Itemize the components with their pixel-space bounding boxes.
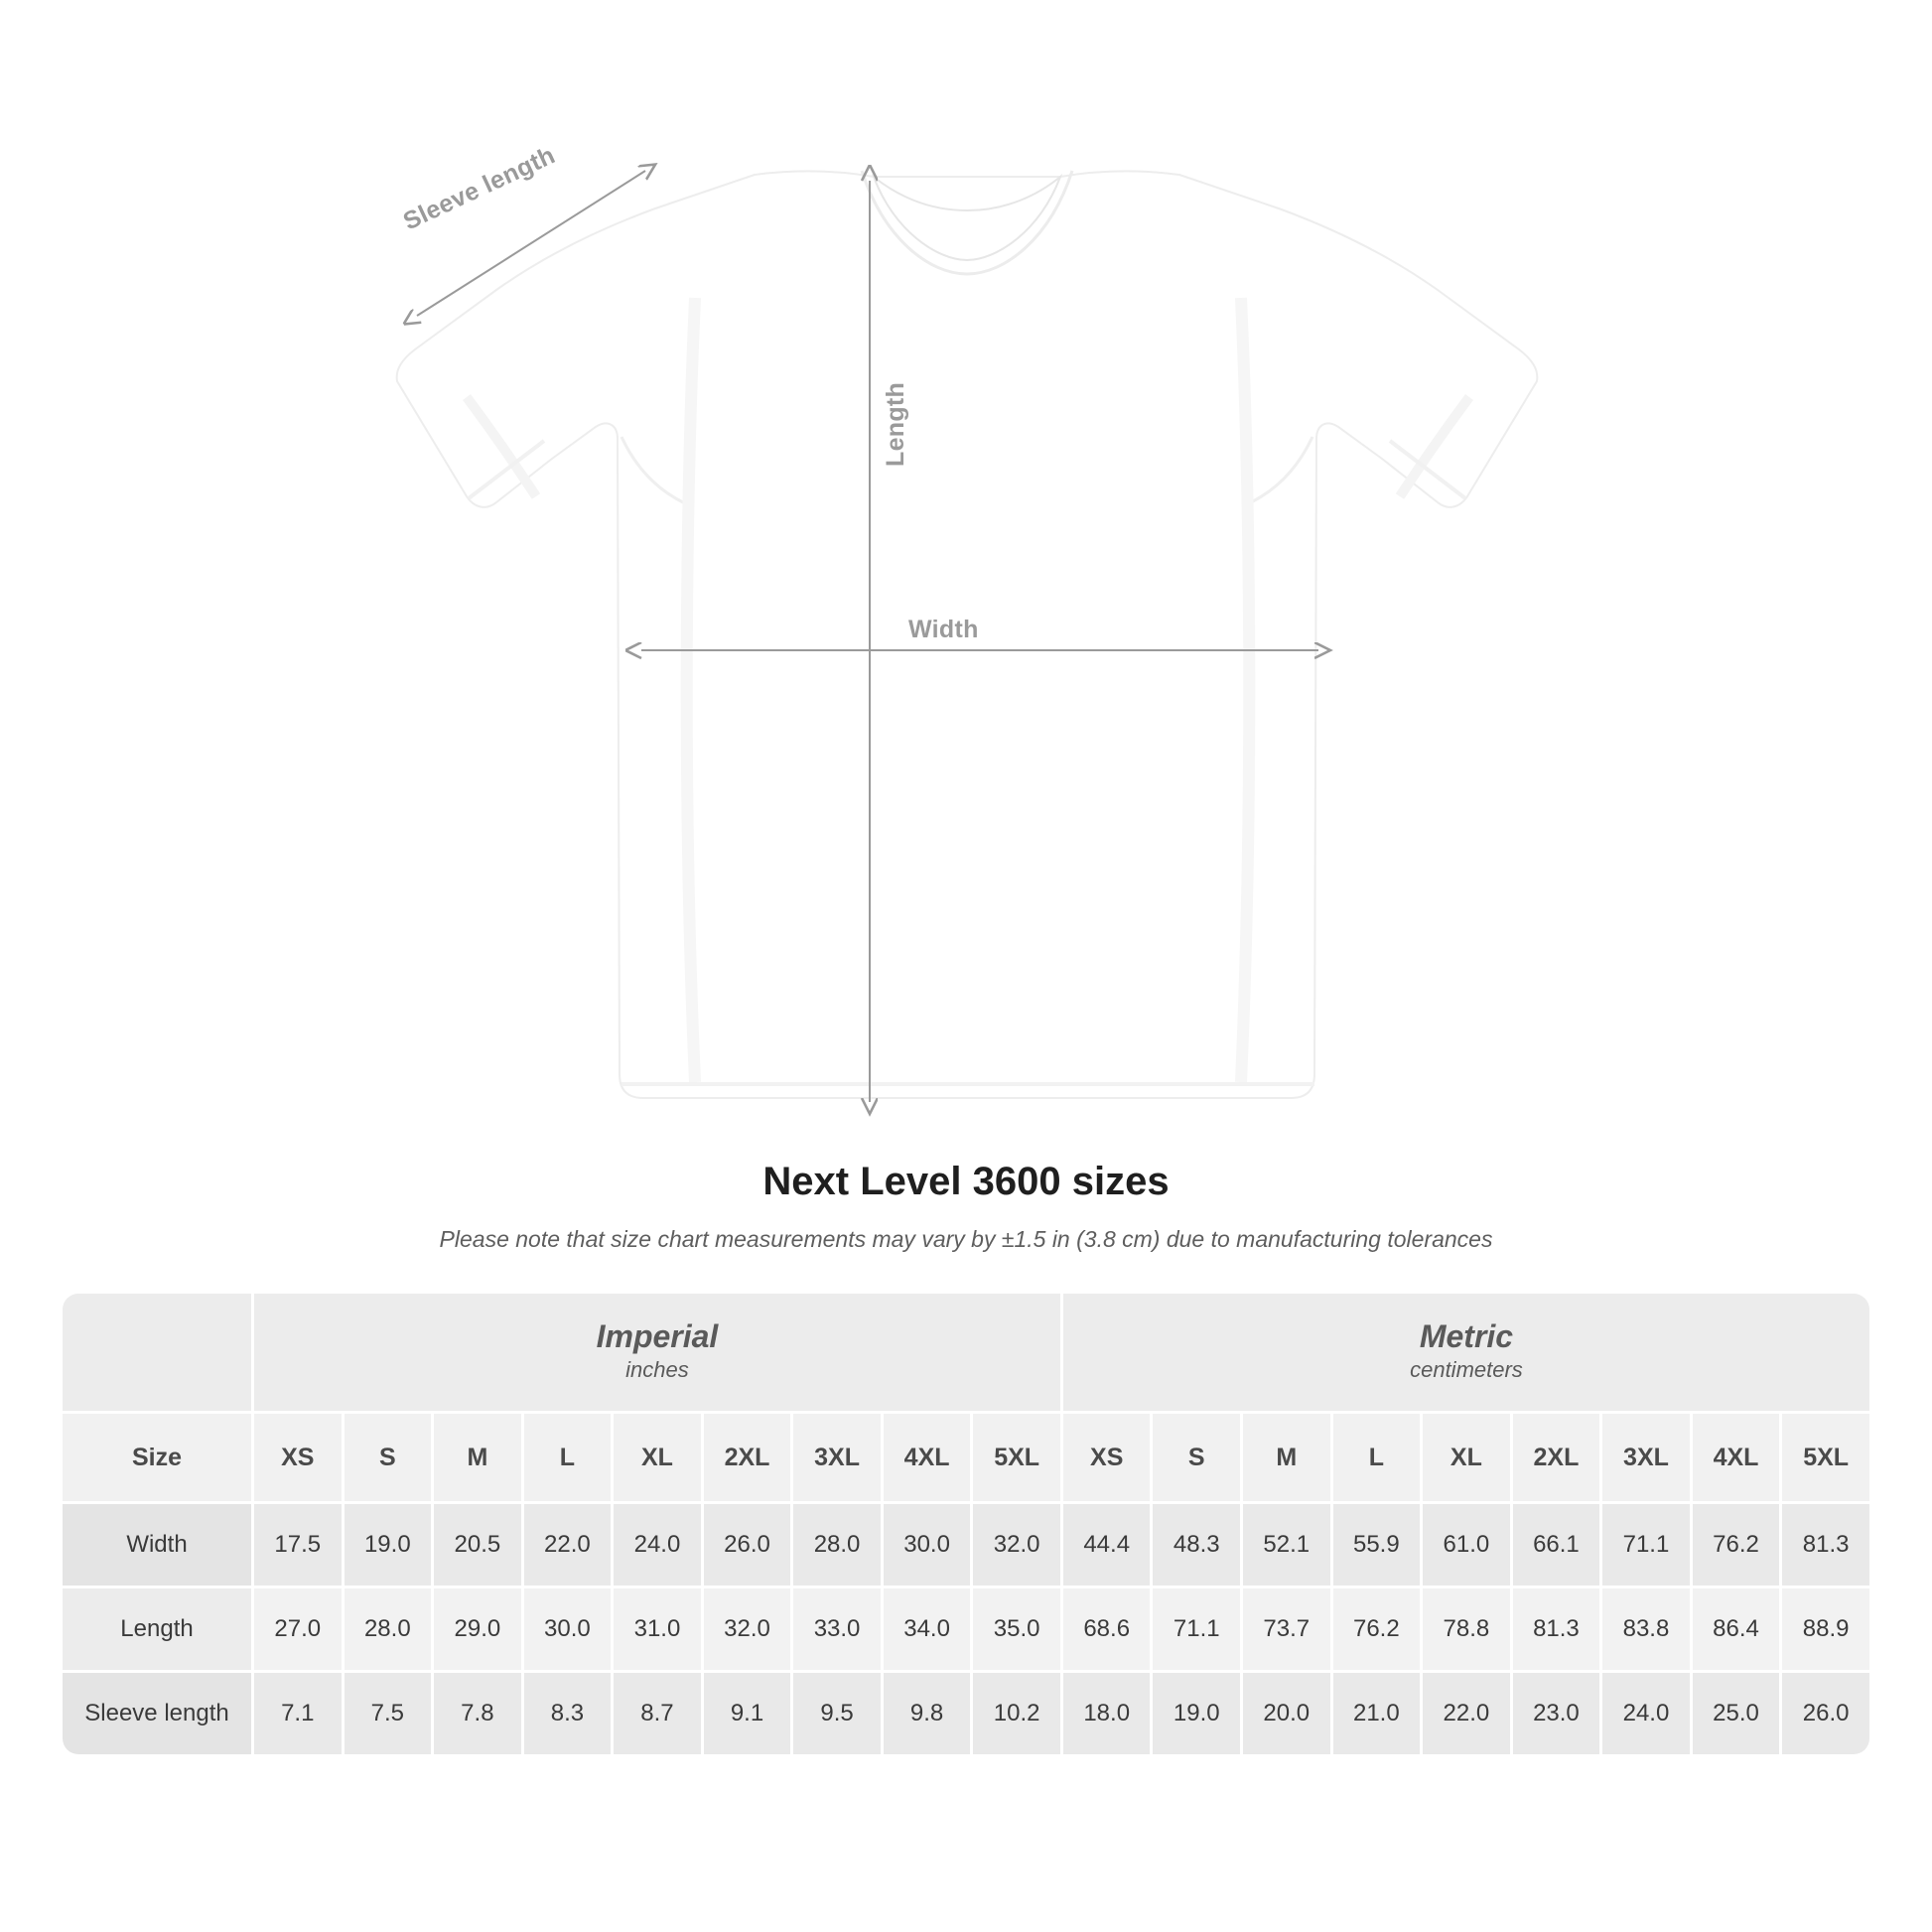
table-row-sleeve-length <box>63 1673 1869 1754</box>
size-header-metric-s: S <box>1153 1414 1240 1501</box>
cell-width-metric-xs: 44.4 <box>1063 1504 1151 1586</box>
cell-width-imperial-s: 19.0 <box>345 1504 432 1586</box>
cell-length-metric-m: 73.7 <box>1243 1588 1330 1670</box>
cell-width-metric-s: 48.3 <box>1153 1504 1240 1586</box>
cell-width-metric-l: 55.9 <box>1333 1504 1421 1586</box>
cell-sleeve-imperial-xs: 7.1 <box>254 1673 342 1754</box>
table-row-width <box>63 1504 1869 1586</box>
cell-length-imperial-2xl: 32.0 <box>704 1588 791 1670</box>
size-table-wrapper <box>60 1291 1872 1757</box>
cell-sleeve-metric-3xl: 24.0 <box>1602 1673 1690 1754</box>
cell-sleeve-imperial-4xl: 9.8 <box>884 1673 971 1754</box>
cell-sleeve-metric-5xl: 26.0 <box>1782 1673 1869 1754</box>
cell-width-metric-4xl: 76.2 <box>1693 1504 1780 1586</box>
size-header-metric-5xl: 5XL <box>1782 1414 1869 1501</box>
cell-sleeve-metric-l: 21.0 <box>1333 1673 1421 1754</box>
cell-sleeve-metric-s: 19.0 <box>1153 1673 1240 1754</box>
cell-sleeve-imperial-xl: 8.7 <box>614 1673 701 1754</box>
cell-length-imperial-l: 30.0 <box>524 1588 612 1670</box>
size-header-metric-3xl: 3XL <box>1602 1414 1690 1501</box>
cell-sleeve-imperial-2xl: 9.1 <box>704 1673 791 1754</box>
cell-length-imperial-xs: 27.0 <box>254 1588 342 1670</box>
cell-width-imperial-m: 20.5 <box>434 1504 521 1586</box>
size-header-imperial-xs: XS <box>254 1414 342 1501</box>
size-header-metric-xl: XL <box>1423 1414 1510 1501</box>
size-header-metric-m: M <box>1243 1414 1330 1501</box>
width-label: Width <box>908 616 979 643</box>
sleeve-length-label: Sleeve length <box>399 141 560 236</box>
size-header-imperial-s: S <box>345 1414 432 1501</box>
unit-metric-name: Metric <box>1419 1318 1514 1355</box>
cell-length-imperial-s: 28.0 <box>345 1588 432 1670</box>
cell-width-metric-xl: 61.0 <box>1423 1504 1510 1586</box>
size-header-imperial-4xl: 4XL <box>884 1414 971 1501</box>
unit-metric-sub: centimeters <box>1410 1357 1523 1382</box>
cell-width-imperial-5xl: 32.0 <box>973 1504 1060 1586</box>
size-header-metric-l: L <box>1333 1414 1421 1501</box>
cell-sleeve-metric-m: 20.0 <box>1243 1673 1330 1754</box>
cell-length-imperial-3xl: 33.0 <box>793 1588 881 1670</box>
size-header-imperial-3xl: 3XL <box>793 1414 881 1501</box>
cell-length-metric-s: 71.1 <box>1153 1588 1240 1670</box>
cell-length-metric-5xl: 88.9 <box>1782 1588 1869 1670</box>
table-row-length <box>63 1588 1869 1670</box>
size-header-imperial-m: M <box>434 1414 521 1501</box>
cell-width-imperial-2xl: 26.0 <box>704 1504 791 1586</box>
size-header-metric-4xl: 4XL <box>1693 1414 1780 1501</box>
cell-sleeve-imperial-3xl: 9.5 <box>793 1673 881 1754</box>
size-header-cell: Size <box>63 1414 251 1501</box>
cell-length-metric-2xl: 81.3 <box>1513 1588 1600 1670</box>
cell-length-imperial-m: 29.0 <box>434 1588 521 1670</box>
unit-corner-cell <box>63 1294 251 1411</box>
cell-length-imperial-4xl: 34.0 <box>884 1588 971 1670</box>
unit-imperial-sub: inches <box>625 1357 689 1382</box>
cell-length-metric-4xl: 86.4 <box>1693 1588 1780 1670</box>
cell-length-metric-l: 76.2 <box>1333 1588 1421 1670</box>
cell-sleeve-imperial-l: 8.3 <box>524 1673 612 1754</box>
row-label-length: Length <box>63 1588 251 1670</box>
size-header-metric-xs: XS <box>1063 1414 1151 1501</box>
cell-width-metric-2xl: 66.1 <box>1513 1504 1600 1586</box>
cell-sleeve-imperial-5xl: 10.2 <box>973 1673 1060 1754</box>
cell-width-imperial-xl: 24.0 <box>614 1504 701 1586</box>
tolerance-note: Please note that size chart measurements may vary by ±1.5 in (3.8 cm) due to manufacturing tolerances <box>439 1226 1493 1252</box>
cell-width-metric-5xl: 81.3 <box>1782 1504 1869 1586</box>
unit-group-imperial <box>254 1294 1060 1411</box>
unit-group-metric <box>1063 1294 1869 1411</box>
cell-width-imperial-4xl: 30.0 <box>884 1504 971 1586</box>
cell-width-metric-3xl: 71.1 <box>1602 1504 1690 1586</box>
title-block <box>0 1160 1932 1253</box>
cell-length-metric-3xl: 83.8 <box>1602 1588 1690 1670</box>
cell-sleeve-imperial-s: 7.5 <box>345 1673 432 1754</box>
unit-imperial-name: Imperial <box>596 1318 719 1355</box>
cell-sleeve-metric-xs: 18.0 <box>1063 1673 1151 1754</box>
size-table <box>60 1291 1872 1757</box>
cell-sleeve-imperial-m: 7.8 <box>434 1673 521 1754</box>
cell-width-imperial-xs: 17.5 <box>254 1504 342 1586</box>
cell-length-metric-xs: 68.6 <box>1063 1588 1151 1670</box>
size-header-imperial-l: L <box>524 1414 612 1501</box>
size-header-metric-2xl: 2XL <box>1513 1414 1600 1501</box>
size-header-imperial-5xl: 5XL <box>973 1414 1060 1501</box>
size-header-imperial-2xl: 2XL <box>704 1414 791 1501</box>
size-header-imperial-xl: XL <box>614 1414 701 1501</box>
cell-sleeve-metric-2xl: 23.0 <box>1513 1673 1600 1754</box>
row-label-sleeve-length: Sleeve length <box>63 1673 251 1754</box>
row-label-width: Width <box>63 1504 251 1586</box>
cell-length-metric-xl: 78.8 <box>1423 1588 1510 1670</box>
size-header-row <box>63 1414 1869 1501</box>
cell-length-imperial-5xl: 35.0 <box>973 1588 1060 1670</box>
cell-sleeve-metric-xl: 22.0 <box>1423 1673 1510 1754</box>
cell-length-imperial-xl: 31.0 <box>614 1588 701 1670</box>
cell-width-imperial-l: 22.0 <box>524 1504 612 1586</box>
cell-width-metric-m: 52.1 <box>1243 1504 1330 1586</box>
length-label: Length <box>882 381 909 467</box>
cell-sleeve-metric-4xl: 25.0 <box>1693 1673 1780 1754</box>
unit-header-row <box>63 1294 1869 1411</box>
page-title: Next Level 3600 sizes <box>762 1160 1170 1203</box>
cell-width-imperial-3xl: 28.0 <box>793 1504 881 1586</box>
